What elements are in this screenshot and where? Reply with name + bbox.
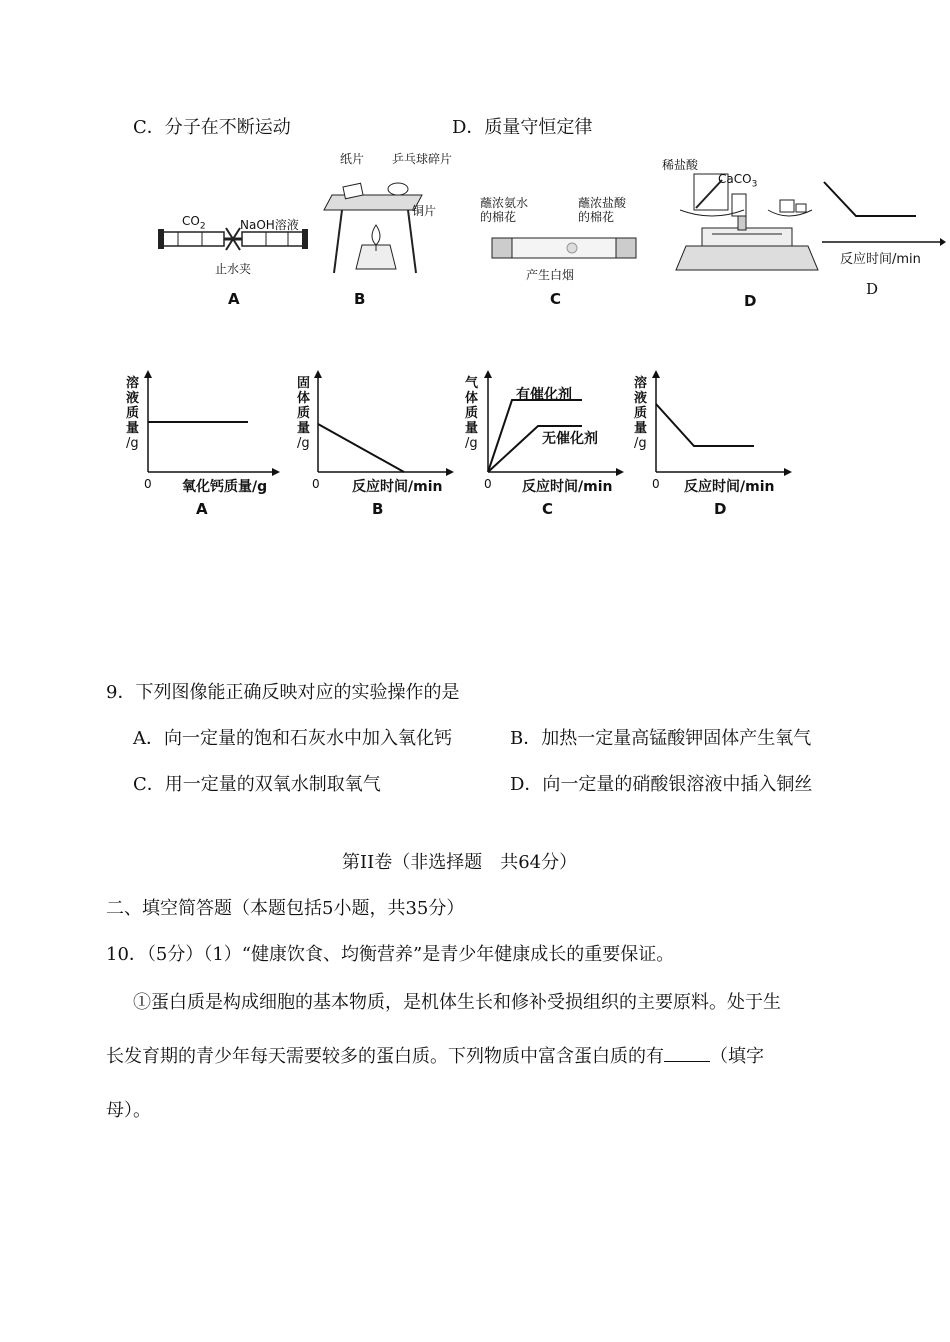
chart-b-series-line — [318, 424, 404, 472]
partial-graph-xlabel: 反应时间/min — [840, 252, 921, 267]
acid-label: 稀盐酸 — [662, 158, 699, 172]
pingpong-label: 乒乓球碎片 — [392, 152, 453, 166]
q9-stem: 9．下列图像能正确反映对应的实验操作的是 — [106, 682, 460, 703]
ammonia-label: 蘸浓氨水 的棉花 — [480, 196, 529, 224]
chart-b-letter: B — [372, 500, 384, 518]
chart-c-ylabel: 气 体 质 量 /g — [465, 376, 479, 451]
prev-option-c: C．分子在不断运动 — [133, 117, 291, 138]
chart-c-series1-label: 有催化剂 — [516, 387, 572, 403]
figure-letter-a: A — [228, 290, 240, 308]
figure-letter-c: C — [550, 290, 562, 308]
naoh-label: NaOH溶液 — [240, 218, 299, 232]
glass-tube-figure — [490, 234, 640, 264]
figure-letter-d: D — [744, 292, 757, 310]
chart-d-xlabel: 反应时间/min — [684, 479, 775, 495]
chart-d-plot — [654, 370, 804, 480]
chart-b-origin: 0 — [312, 477, 320, 491]
q9-option-c: C．用一定量的双氧水制取氧气 — [133, 774, 381, 795]
chart-d-series-line — [656, 404, 754, 446]
figure-letter-b: B — [354, 290, 366, 308]
caco3-label: CaCO$_3$ — [718, 172, 758, 190]
chart-c-xlabel: 反应时间/min — [522, 479, 613, 495]
chart-a-origin: 0 — [144, 477, 152, 491]
section-heading: 二、填空简答题（本题包括5小题，共35分） — [106, 898, 465, 919]
chart-b-plot — [316, 370, 466, 480]
chart-a-xlabel: 氧化钙质量/g — [182, 479, 268, 495]
chart-d-ylabel: 溶 液 质 量 /g — [634, 376, 648, 451]
q9-option-b: B．加热一定量高锰酸钾固体产生氧气 — [510, 728, 812, 749]
chart-a-letter: A — [196, 500, 208, 518]
chart-c-series2-label: 无催化剂 — [542, 431, 598, 447]
paper-label: 纸片 — [340, 152, 365, 166]
hcl-label: 蘸浓盐酸 的棉花 — [578, 196, 627, 224]
chart-d-origin: 0 — [652, 477, 660, 491]
co2-label: $CO_2$ — [182, 214, 206, 232]
clamp-label: 止水夹 — [215, 262, 252, 276]
chart-a-ylabel: 溶 液 质 量 /g — [126, 376, 140, 451]
chart-d-letter: D — [714, 500, 727, 518]
q9-option-d: D．向一定量的硝酸银溶液中插入铜丝 — [510, 774, 813, 795]
q10-paragraph-line3: 母）。 — [106, 1100, 151, 1121]
answer-blank[interactable] — [664, 1045, 710, 1062]
chart-a-plot — [146, 370, 296, 480]
q10-paragraph-line1: ①蛋白质是构成细胞的基本物质，是机体生长和修补受损组织的主要原料。处于生 — [133, 992, 781, 1013]
smoke-label: 产生白烟 — [526, 268, 575, 282]
q10-stem: 10．（5分）（1）“健康饮食、均衡营养”是青少年健康成长的重要保证。 — [106, 944, 675, 965]
part2-title: 第II卷（非选择题 共64分） — [342, 852, 578, 873]
prev-option-d: D．质量守恒定律 — [452, 117, 593, 138]
copper-label: 铜片 — [412, 204, 437, 218]
q10-paragraph-line2: 长发育期的青少年每天需要较多的蛋白质。下列物质中富含蛋白质的有 （填字 — [106, 1046, 764, 1067]
q9-option-a: A．向一定量的饱和石灰水中加入氧化钙 — [133, 728, 452, 749]
chart-c-origin: 0 — [484, 477, 492, 491]
tripod-figure — [322, 165, 432, 275]
chart-b-xlabel: 反应时间/min — [352, 479, 443, 495]
chart-c-letter: C — [542, 500, 554, 518]
partial-graph-letter: D — [866, 280, 879, 298]
chart-b-ylabel: 固 体 质 量 /g — [297, 376, 311, 451]
